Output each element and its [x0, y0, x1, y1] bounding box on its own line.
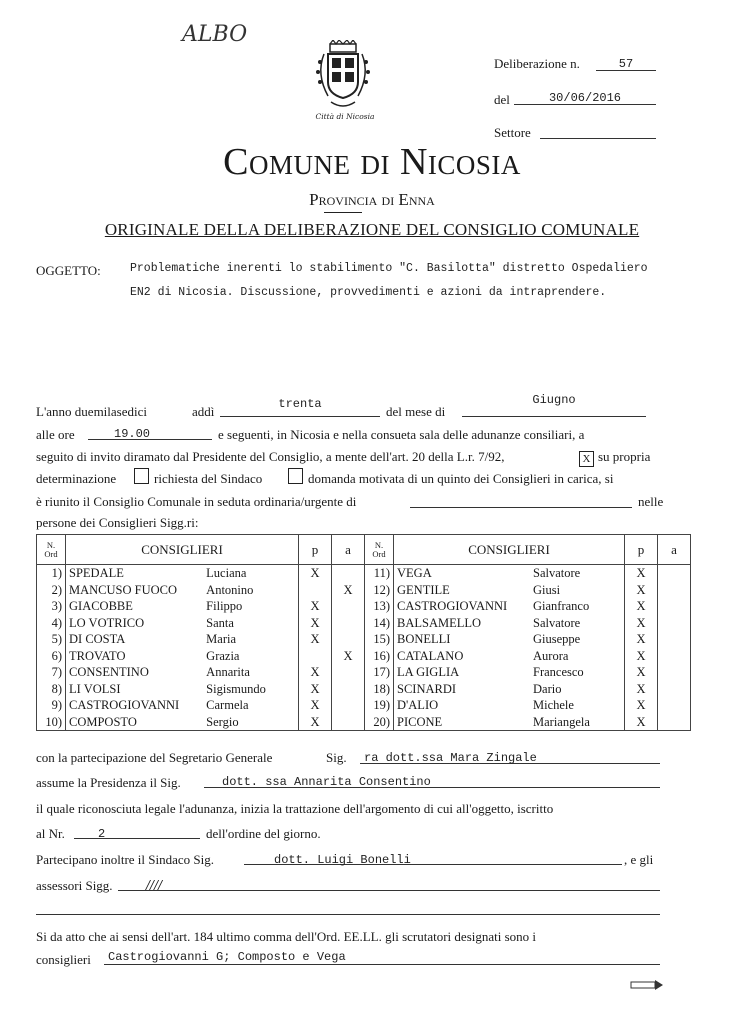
councillor-name: Salvatore: [530, 565, 625, 582]
presence-mark: X: [299, 714, 332, 731]
handwritten-note: ALBO: [182, 22, 248, 47]
councillor-surname: LA GIGLIA: [394, 664, 531, 681]
table-row: [37, 714, 691, 731]
councillor-surname: CATALANO: [394, 648, 531, 665]
councillor-name: Gianfranco: [530, 598, 625, 615]
table-row: [37, 582, 691, 599]
absence-mark: X: [332, 648, 365, 665]
assessori-label: assessori Sigg.: [36, 878, 113, 893]
scrutatori-field: Castrogiovanni G; Composto e Vega: [104, 950, 660, 965]
row-number: 5): [37, 631, 66, 648]
councillor-name: Francesco: [530, 664, 625, 681]
presence-mark: [299, 582, 332, 599]
body-text-3b: richiesta del Sindaco: [154, 471, 263, 486]
absence-mark: [332, 714, 365, 731]
absence-mark: [332, 598, 365, 615]
absence-mark: [658, 714, 691, 731]
row-number: 16): [365, 648, 394, 665]
row-number: 17): [365, 664, 394, 681]
councillor-name: Carmela: [203, 697, 298, 714]
presence-mark: X: [299, 664, 332, 681]
absence-mark: [658, 565, 691, 582]
deliberazione-numero-field: 57: [596, 54, 656, 71]
sindaco-checkbox: [134, 468, 149, 486]
consiglieri-table: [36, 534, 691, 731]
table-row: [37, 615, 691, 632]
row-number: 2): [37, 582, 66, 599]
councillor-name: Grazia: [203, 648, 298, 665]
row-number: 14): [365, 615, 394, 632]
settore-field: [540, 122, 656, 139]
row-number: 3): [37, 598, 66, 615]
presence-mark: X: [299, 631, 332, 648]
ordine-label: dell'ordine del giorno.: [206, 826, 321, 841]
councillor-name: Luciana: [203, 565, 298, 582]
councillor-surname: LI VOLSI: [66, 681, 204, 698]
absence-mark: [658, 681, 691, 698]
header-p-left: p: [299, 535, 332, 565]
crest-caption: Città di Nicosia: [315, 112, 375, 121]
absence-mark: X: [332, 582, 365, 599]
mese-label: del mese di: [386, 404, 446, 419]
giorno-field: trenta: [220, 400, 380, 417]
table-row: [37, 598, 691, 615]
absence-mark: [332, 631, 365, 648]
councillor-surname: CONSENTINO: [66, 664, 204, 681]
councillor-name: Filippo: [203, 598, 298, 615]
row-number: 1): [37, 565, 66, 582]
councillor-name: Salvatore: [530, 615, 625, 632]
comune-title: Comune di Nicosia: [223, 141, 521, 183]
row-number: 10): [37, 714, 66, 731]
presence-mark: X: [299, 615, 332, 632]
table-row: [37, 664, 691, 681]
oggetto-line-2: EN2 di Nicosia. Discussione, provvedimenti e azioni da intraprendere.: [130, 286, 607, 299]
councillor-surname: GIACOBBE: [66, 598, 204, 615]
mese-field: Giugno: [462, 400, 646, 417]
body-text-1: e seguenti, in Nicosia e nella consueta sala delle adunanze consiliari, a: [218, 427, 585, 442]
body-text-5: persone dei Consiglieri Sigg.ri:: [36, 515, 199, 530]
row-number: 6): [37, 648, 66, 665]
presence-mark: X: [625, 565, 658, 582]
presence-mark: X: [625, 631, 658, 648]
councillor-surname: CASTROGIOVANNI: [394, 598, 531, 615]
absence-mark: [332, 565, 365, 582]
header-a-right: a: [658, 535, 691, 565]
header-p-right: p: [625, 535, 658, 565]
absence-mark: [332, 664, 365, 681]
councillor-surname: SPEDALE: [66, 565, 204, 582]
header-consiglieri-left: CONSIGLIERI: [66, 535, 299, 565]
blank-line: [36, 904, 660, 915]
row-number: 20): [365, 714, 394, 731]
presence-mark: X: [299, 681, 332, 698]
councillor-surname: DI COSTA: [66, 631, 204, 648]
provincia-title: Provincia di Enna: [309, 190, 435, 209]
row-number: 12): [365, 582, 394, 599]
councillor-surname: LO VOTRICO: [66, 615, 204, 632]
absence-mark: [658, 615, 691, 632]
scrutatori-text: Si da atto che ai sensi dell'art. 184 ultimo comma dell'Ord. EE.LL. gli scrutatori designati sono i: [36, 929, 537, 944]
councillor-surname: BALSAMELLO: [394, 615, 531, 632]
presence-mark: X: [625, 714, 658, 731]
segretario-label: con la partecipazione del Segretario Generale: [36, 750, 273, 765]
title-divider: [324, 212, 362, 213]
deliberazione-data-field: 30/06/2016: [514, 88, 656, 105]
header-consiglieri-right: CONSIGLIERI: [394, 535, 625, 565]
al-nr-label: al Nr.: [36, 826, 65, 841]
presence-mark: X: [299, 565, 332, 582]
absence-mark: [332, 615, 365, 632]
councillor-name: Michele: [530, 697, 625, 714]
presence-mark: X: [299, 598, 332, 615]
table-header-row: N. Ord CONSIGLIERI p a N. Ord CONSIGLIERI p a: [37, 535, 691, 565]
absence-mark: [332, 697, 365, 714]
table-row: [37, 681, 691, 698]
document-title: ORIGINALE DELLA DELIBERAZIONE DEL CONSIGLIO COMUNALE: [104, 220, 640, 239]
body-text-3c: domanda motivata di un quinto dei Consiglieri in carica, si: [308, 471, 614, 486]
addi-label: addì: [192, 404, 215, 419]
table-row: [37, 565, 691, 582]
councillor-surname: TROVATO: [66, 648, 204, 665]
table-row: [37, 648, 691, 665]
presence-mark: X: [625, 664, 658, 681]
councillor-name: Giusi: [530, 582, 625, 599]
presence-mark: X: [625, 681, 658, 698]
row-number: 13): [365, 598, 394, 615]
consiglieri-label: consiglieri: [36, 952, 91, 967]
presence-mark: X: [625, 582, 658, 599]
councillor-surname: VEGA: [394, 565, 531, 582]
councillor-surname: CASTROGIOVANNI: [66, 697, 204, 714]
row-number: 4): [37, 615, 66, 632]
row-number: 18): [365, 681, 394, 698]
councillor-name: Santa: [203, 615, 298, 632]
body-text-2: seguito di invito diramato dal Presidente del Consiglio, a mente dell'art. 20 della L.r. 7/92,: [36, 449, 505, 464]
absence-mark: [658, 582, 691, 599]
segretario-field: ra dott.ssa Mara Zingale: [360, 748, 660, 764]
councillor-name: Dario: [530, 681, 625, 698]
presence-mark: [299, 648, 332, 665]
segretario-sig: Sig.: [326, 750, 347, 765]
e-gli-label: , e gli: [624, 852, 654, 867]
councillor-surname: GENTILE: [394, 582, 531, 599]
quinto-checkbox: [288, 468, 303, 486]
councillor-surname: SCINARDI: [394, 681, 531, 698]
body-text-4b: nelle: [638, 494, 664, 509]
absence-mark: [332, 681, 365, 698]
councillor-surname: PICONE: [394, 714, 531, 731]
row-number: 11): [365, 565, 394, 582]
seduta-field: [410, 492, 632, 508]
header-a-left: a: [332, 535, 365, 565]
councillor-surname: MANCUSO FUOCO: [66, 582, 204, 599]
del-label: del: [494, 92, 510, 107]
table-row: [37, 697, 691, 714]
councillor-surname: COMPOSTO: [66, 714, 204, 731]
councillor-name: Mariangela: [530, 714, 625, 731]
riconosciuta-text: il quale riconosciuta legale l'adunanza, inizia la trattazione dell'argomento di cui all'oggetto, iscritto: [36, 801, 554, 816]
row-number: 7): [37, 664, 66, 681]
deliberazione-label: Deliberazione n.: [494, 56, 580, 71]
settore-label: Settore: [494, 125, 531, 140]
body-text-2b: su propria: [598, 449, 651, 464]
absence-mark: [658, 598, 691, 615]
councillor-surname: BONELLI: [394, 631, 531, 648]
councillor-name: Aurora: [530, 648, 625, 665]
councillor-name: Annarita: [203, 664, 298, 681]
sindaco-label: Partecipano inoltre il Sindaco Sig.: [36, 852, 214, 867]
page-continue-arrow-icon: [630, 978, 664, 996]
absence-mark: [658, 648, 691, 665]
body-text-3a: determinazione: [36, 471, 117, 486]
councillor-surname: D'ALIO: [394, 697, 531, 714]
row-number: 9): [37, 697, 66, 714]
presence-mark: X: [625, 697, 658, 714]
ore-field: 19.00: [88, 424, 212, 440]
oggetto-label: OGGETTO:: [36, 263, 101, 278]
councillor-name: Giuseppe: [530, 631, 625, 648]
row-number: 15): [365, 631, 394, 648]
table-row: [37, 631, 691, 648]
assessori-field: ////: [118, 876, 660, 891]
presence-mark: X: [625, 648, 658, 665]
presence-mark: X: [625, 615, 658, 632]
row-number: 19): [365, 697, 394, 714]
councillor-name: Maria: [203, 631, 298, 648]
oggetto-line-1: Problematiche inerenti lo stabilimento "C. Basilotta" distretto Ospedaliero: [130, 262, 648, 275]
absence-mark: [658, 631, 691, 648]
presidente-field: dott. ssa Annarita Consentino: [204, 772, 660, 788]
propria-checkbox: X: [579, 446, 594, 467]
councillor-name: Sigismundo: [203, 681, 298, 698]
numero-ordine-field: 2: [74, 824, 200, 839]
city-crest-icon: [298, 40, 388, 128]
presidenza-label: assume la Presidenza il Sig.: [36, 775, 181, 790]
presence-mark: X: [299, 697, 332, 714]
absence-mark: [658, 697, 691, 714]
alle-ore-label: alle ore: [36, 427, 75, 442]
councillor-name: Sergio: [203, 714, 298, 731]
presence-mark: X: [625, 598, 658, 615]
councillor-name: Antonino: [203, 582, 298, 599]
sindaco-field: dott. Luigi Bonelli: [244, 850, 622, 865]
absence-mark: [658, 664, 691, 681]
row-number: 8): [37, 681, 66, 698]
anno-label: L'anno duemilasedici: [36, 404, 148, 419]
body-text-4a: è riunito il Consiglio Comunale in seduta ordinaria/urgente di: [36, 494, 357, 509]
